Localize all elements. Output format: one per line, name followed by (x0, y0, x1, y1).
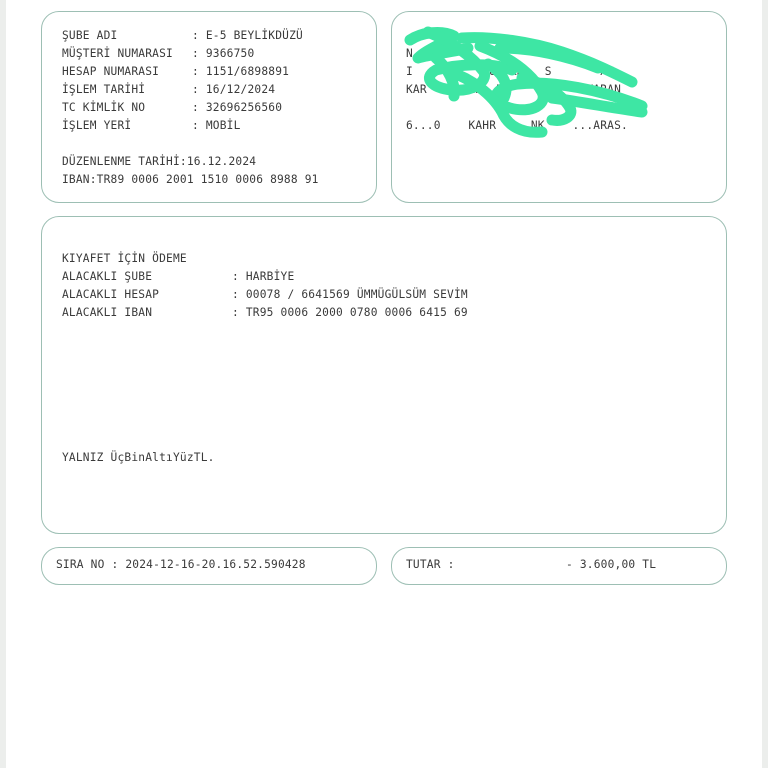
amount-label: TUTAR : (406, 558, 455, 571)
receiver-account-row: ALACAKLI HESAP : 00078 / 6641569 ÜMMÜGÜLSÜM SEVİM (62, 288, 468, 301)
receipt-page (6, 0, 762, 768)
amount-in-words: YALNIZ ÜçBinAltıYüzTL. (62, 451, 215, 464)
transfer-details-box (41, 216, 727, 534)
address-line-2: I 28. KM. S AN (406, 65, 615, 78)
info-row-customer-no: MÜŞTERİ NUMARASI : 9366750 (62, 47, 255, 60)
info-row-tc-id: TC KİMLİK NO : 32696256560 (62, 101, 283, 114)
info-row-transaction-date: İŞLEM TARİHİ : 16/12/2024 (62, 83, 276, 96)
amount-value: - 3.600,00 TL (566, 558, 657, 571)
info-row-transaction-place: İŞLEM YERİ : MOBİL (62, 119, 241, 132)
receiver-branch-row: ALACAKLI ŞUBE : HARBİYE (62, 270, 295, 283)
sequence-number: SIRA NO : 2024-12-16-20.16.52.590428 (56, 558, 306, 571)
amount-box (391, 547, 727, 585)
issue-date: DÜZENLENME TARİHİ:16.12.2024 (62, 155, 257, 168)
address-line-4: 6...0 KAHR NK ...ARAS. (406, 119, 628, 132)
sequence-number-box (41, 547, 377, 585)
iban: IBAN:TR89 0006 2001 1510 0006 8988 91 (62, 173, 319, 186)
transfer-description: KIYAFET İÇİN ÖDEME (62, 252, 187, 265)
account-info-box (41, 11, 377, 203)
redaction-scribble (392, 12, 728, 204)
receiver-iban-row: ALACAKLI IBAN : TR95 0006 2000 0780 0006 6415 69 (62, 306, 468, 319)
info-row-account-no: HESAP NUMARASI : 1151/6898891 (62, 65, 290, 78)
address-box (391, 11, 727, 203)
address-line-3: KAR ...DER B KARAN (406, 83, 621, 96)
info-row-branch: ŞUBE ADI : E-5 BEYLİKDÜZÜ (62, 29, 303, 42)
address-line-1: N (406, 47, 413, 60)
